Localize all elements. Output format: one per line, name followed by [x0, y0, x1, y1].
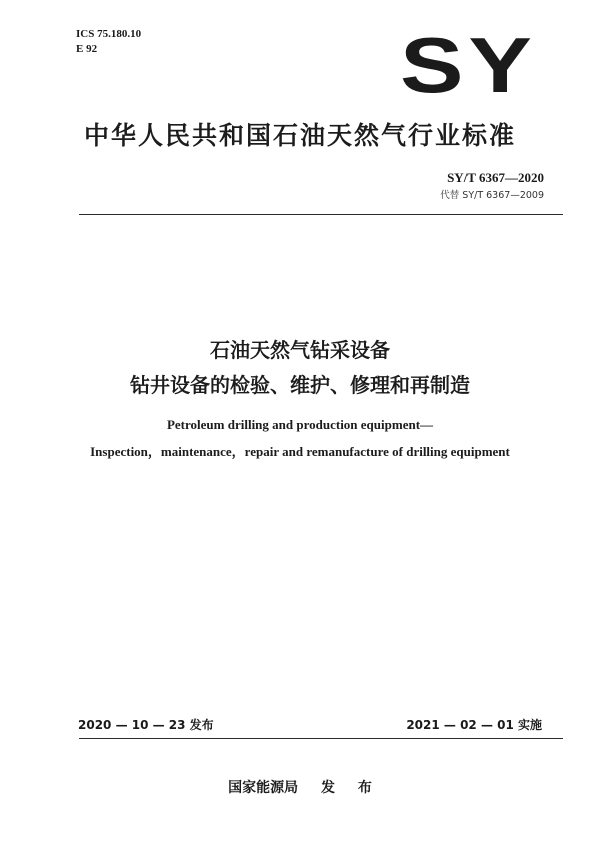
- cn-title-line1: 石油天然气钻采设备: [210, 338, 390, 362]
- publisher: 国家能源局 发 布: [228, 780, 372, 796]
- ics-code: ICS 75.180.10: [76, 28, 142, 40]
- classification-codes: [76, 27, 141, 57]
- ccs-code: E 92: [76, 43, 98, 55]
- top-divider: [79, 214, 563, 215]
- en-title-line2: Inspection，maintenance，repair and remanufacture of drilling equipment: [90, 444, 510, 459]
- standard-category-title: 中华人民共和国石油天然气行业标准: [83, 121, 516, 150]
- replaces-note: 代替 SY/T 6367—2009: [440, 190, 544, 201]
- issue-date: 2020 — 10 — 23 发布: [78, 718, 214, 732]
- sy-logo: SY: [400, 21, 537, 109]
- implementation-date: 2021 — 02 — 01 实施: [406, 718, 542, 732]
- bottom-divider: [79, 738, 563, 739]
- standard-number: SY/T 6367—2020: [447, 170, 544, 185]
- en-title-line1: Petroleum drilling and production equipment—: [166, 417, 434, 432]
- cn-title-line2: 钻井设备的检验、维护、修理和再制造: [130, 373, 470, 397]
